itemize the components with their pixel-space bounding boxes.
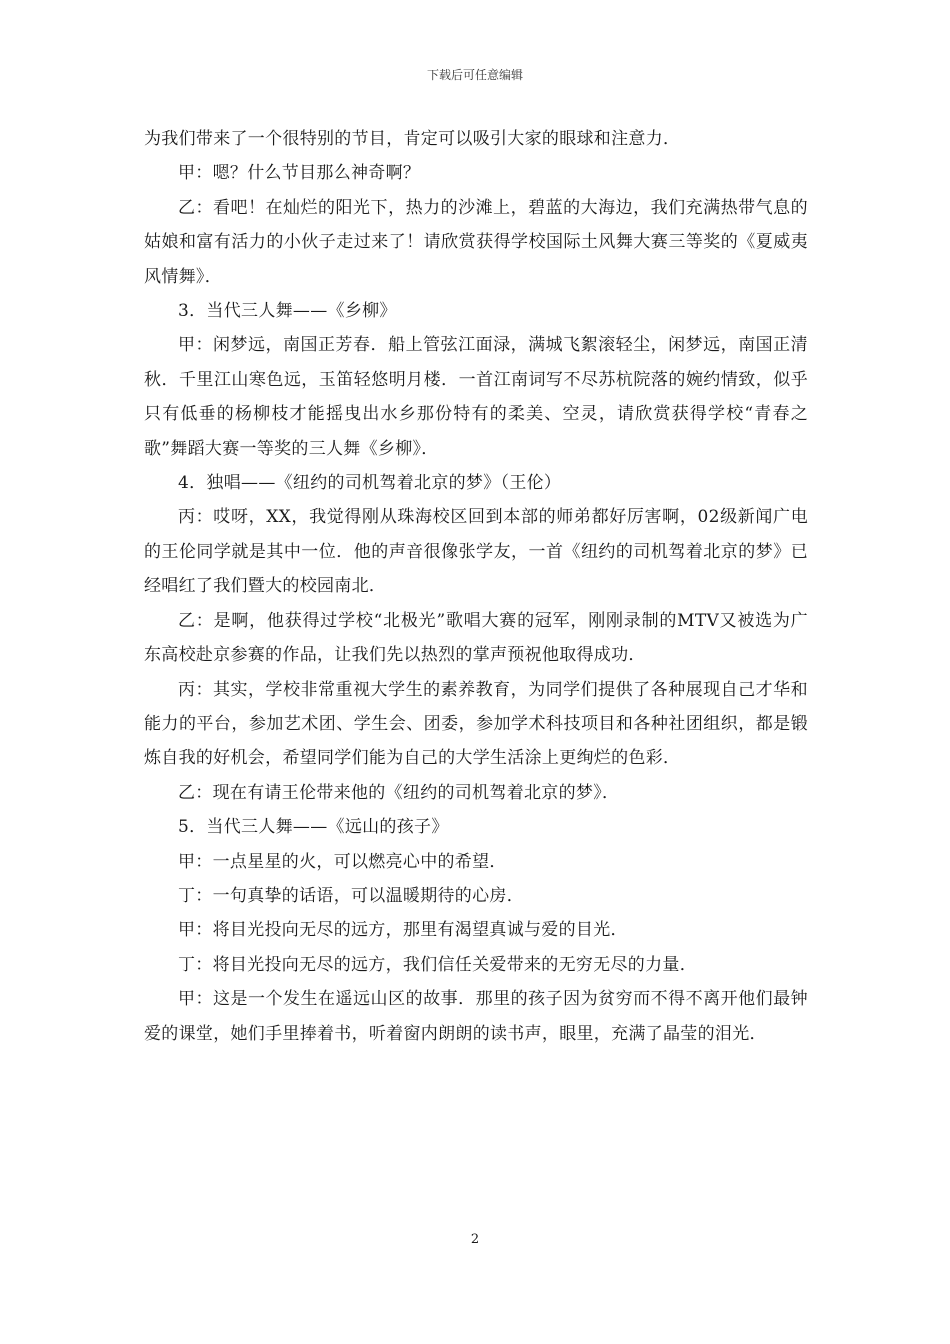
paragraph: 丙：其实，学校非常重视大学生的素养教育，为同学们提供了各种展现自己才华和能力的平台，参加艺术团、学生会、团委，参加学术科技项目和各种社团组织，都是锻炼自我的好机会，希望同学们能为自己的大学生活涂上更绚烂的色彩． [144,679,808,769]
section-heading: 3．当代三人舞——《乡柳》 [178,301,397,322]
paragraph: 乙：看吧！在灿烂的阳光下，热力的沙滩上，碧蓝的大海边，我们充满热带气息的姑娘和富有活力的小伙子走过来了！请欣赏获得学校国际土风舞大赛三等奖的《夏威夷风情舞》． [144,197,808,287]
section-heading: 4．独唱——《纽约的司机驾着北京的梦》（王伦） [178,473,562,494]
paragraph: 乙：是啊，他获得过学校“北极光”歌唱大赛的冠军，刚刚录制的MTV又被选为广东高校赴京参赛的作品，让我们先以热烈的掌声预祝他取得成功． [144,610,808,666]
page-number: 2 [470,1232,480,1247]
paragraph: 甲：将目光投向无尽的远方，那里有渴望真诚与爱的目光． [178,920,628,941]
paragraph: 甲：闲梦远，南国正芳春．船上管弦江面渌，满城飞絮滚轻尘，闲梦远，南国正清秋．千里江山寒色远，玉笛轻悠明月楼．一首江南词写不尽苏杭院落的婉约情致，似乎只有低垂的杨柳枝才能摇曳出水乡那份特有的柔美、空灵，请欣赏获得学校“青春之歌”舞蹈大赛一等奖的三人舞《乡柳》． [144,335,808,459]
paragraph: 甲：嗯？什么节目那么神奇啊？ [178,163,421,184]
paragraph: 丁：将目光投向无尽的远方，我们信任关爱带来的无穷无尽的力量． [178,954,697,975]
page-header: 下载后可任意编辑 [426,68,523,82]
paragraph: 甲：这是一个发生在遥远山区的故事．那里的孩子因为贫穷而不得不离开他们最钟爱的课堂，她们手里捧着书，听着窗内朗朗的读书声，眼里，充满了晶莹的泪光． [144,989,808,1044]
section-heading: 5．当代三人舞——《远山的孩子》 [178,817,449,838]
paragraph: 为我们带来了一个很特别的节目，肯定可以吸引大家的眼球和注意力． [144,129,681,149]
paragraph: 甲：一点星星的火，可以燃亮心中的希望． [178,851,507,872]
paragraph: 丙：哎呀，XX，我觉得刚从珠海校区回到本部的师弟都好厉害啊，02级新闻广电的王伦同学就是其中一位．他的声音很像张学友，一首《纽约的司机驾着北京的梦》已经唱红了我们暨大的校园南北． [144,507,808,597]
document-body [144,122,808,1051]
paragraph: 乙：现在有请王伦带来他的《纽约的司机驾着北京的梦》． [178,782,620,803]
paragraph: 丁：一句真挚的话语，可以温暖期待的心房． [178,885,524,906]
